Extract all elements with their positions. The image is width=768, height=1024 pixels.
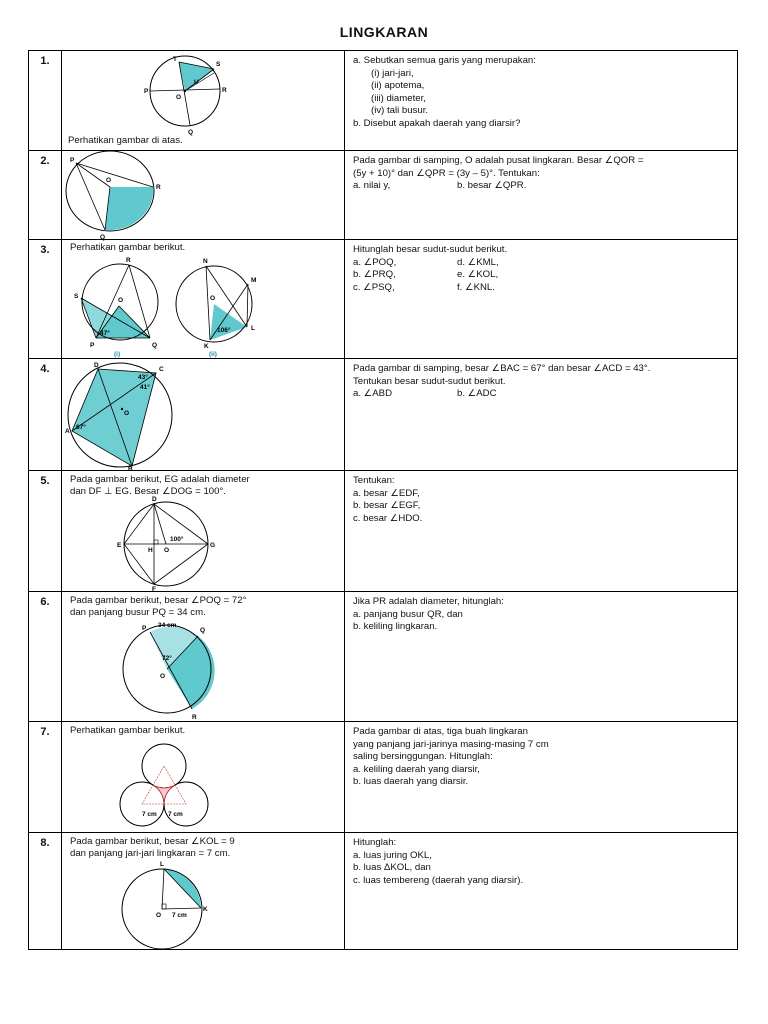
fig-label: 72° <box>162 655 172 662</box>
fig-label: G <box>210 542 216 549</box>
task-cell <box>345 240 738 359</box>
fig-label: (i) <box>114 351 121 358</box>
fig-label: D <box>152 496 157 503</box>
task-line: a. ∠POQ, <box>353 256 397 268</box>
task-line: a. ∠ABD <box>353 388 392 399</box>
fig-label: O <box>118 297 124 304</box>
fig-label: E <box>117 542 122 549</box>
task-line: Pada gambar di samping, besar ∠BAC = 67° dan besar ∠ACD = 43°. <box>353 363 651 374</box>
fig-label: O <box>124 410 130 417</box>
task-line: Pada gambar di samping, O adalah pusat lingkaran. Besar ∠QOR = <box>353 155 644 166</box>
fig-label: F <box>152 586 156 593</box>
row-number: 5. <box>29 471 62 592</box>
row-number: 8. <box>29 833 62 950</box>
circle-figure-2 <box>62 151 344 240</box>
fig-label: N <box>203 258 208 265</box>
task-line: Tentukan: <box>353 475 395 486</box>
fig-label: 41° <box>140 384 150 391</box>
task-line: b. besar ∠QPR. <box>457 180 527 191</box>
fig-label: O <box>210 295 216 302</box>
task-line: a. Sebutkan semua garis yang merupakan: <box>353 55 536 66</box>
fig-label: P <box>90 342 95 349</box>
fig-label: O <box>164 547 170 554</box>
exercise-row-1 <box>29 51 738 151</box>
figure-cell <box>62 151 345 240</box>
task-cell <box>345 592 738 722</box>
fig-label: M <box>251 277 257 284</box>
row-number: 1. <box>29 51 62 151</box>
circle-figure-6 <box>62 592 344 722</box>
circle-figure-5 <box>62 471 344 592</box>
exercise-table <box>28 50 738 950</box>
task-cell <box>345 51 738 151</box>
task-line: a. nilai y, <box>353 180 391 191</box>
fig-label: H <box>148 547 153 554</box>
task-line: Tentukan besar sudut-sudut berikut. <box>353 375 506 387</box>
task-line: saling bersinggungan. Hitunglah: <box>353 751 493 762</box>
figure-cell <box>62 471 345 592</box>
fig-label: 34 cm <box>158 622 177 629</box>
figure-cell <box>62 359 345 471</box>
task-line: b. Disebut apakah daerah yang diarsir? <box>353 117 521 129</box>
task-line: yang panjang jari-jarinya masing-masing 7 cm <box>353 738 549 750</box>
task-line: e. ∠KOL, <box>457 269 499 280</box>
figure-cell <box>62 51 345 151</box>
fig-label: O <box>176 94 182 101</box>
task-line: b. keliling lingkaran. <box>353 621 438 632</box>
figure-caption: Pada gambar berikut, besar ∠KOL = 9 <box>70 836 235 847</box>
fig-label: Q <box>188 129 194 136</box>
task-line: d. ∠KML, <box>457 256 499 268</box>
fig-label: 43° <box>138 374 148 381</box>
exercise-row-8 <box>29 833 738 950</box>
circle-figure-3 <box>62 240 344 359</box>
row-number: 4. <box>29 359 62 471</box>
task-line: b. ∠PRQ, <box>353 269 396 280</box>
fig-label: B <box>128 466 133 473</box>
exercise-row-7 <box>29 722 738 833</box>
figure-caption: Perhatikan gambar berikut. <box>70 725 186 736</box>
fig-label: T <box>173 56 177 63</box>
fig-label: K <box>204 343 209 350</box>
fig-label: S <box>216 61 221 68</box>
task-cell <box>345 471 738 592</box>
task-line: b. besar ∠EGF, <box>353 500 421 511</box>
task-line: Pada gambar di atas, tiga buah lingkaran <box>353 726 528 737</box>
task-line: (ii) apotema, <box>371 80 425 91</box>
fig-label: P <box>144 88 149 95</box>
task-line: (iii) diameter, <box>371 92 426 104</box>
fig-label: C <box>159 366 164 373</box>
row-number: 3. <box>29 240 62 359</box>
task-line: a. luas juring OKL, <box>353 849 432 861</box>
task-line: a. besar ∠EDF, <box>353 487 420 499</box>
task-line: b. luas daerah yang diarsir. <box>353 776 469 787</box>
task-line: (i) jari-jari, <box>371 67 414 79</box>
fig-label: 47° <box>100 330 110 337</box>
row-number: 6. <box>29 592 62 722</box>
task-line: (iv) tali busur. <box>371 105 429 116</box>
fig-label: Q <box>200 627 206 634</box>
figure-caption: Pada gambar berikut, EG adalah diameter <box>70 474 250 485</box>
fig-label: R <box>126 257 131 264</box>
task-line: c. besar ∠HDO. <box>353 512 423 524</box>
fig-label: 7 cm <box>168 811 183 818</box>
fig-label: U <box>194 79 199 86</box>
fig-label: 100° <box>170 536 184 543</box>
task-line: b. ∠ADC <box>457 388 497 399</box>
fig-label: D <box>94 362 99 369</box>
task-line: a. keliling daerah yang diarsir, <box>353 763 480 775</box>
circle-figure-7 <box>62 722 344 833</box>
exercise-row-6 <box>29 592 738 722</box>
exercise-row-3 <box>29 240 738 359</box>
task-cell <box>345 359 738 471</box>
fig-label: O <box>106 177 112 184</box>
figure-cell <box>62 592 345 722</box>
figure-cell <box>62 833 345 950</box>
task-line: Jika PR adalah diameter, hitunglah: <box>353 596 504 607</box>
fig-label: L <box>251 325 255 332</box>
task-line: f. ∠KNL. <box>457 281 495 293</box>
figure-caption: Pada gambar berikut, besar ∠POQ = 72° <box>70 595 247 606</box>
fig-label: Q <box>152 342 158 349</box>
fig-label: S <box>74 293 79 300</box>
fig-label: 106° <box>217 327 231 334</box>
fig-label: P <box>142 625 147 632</box>
fig-label: 7 cm <box>172 912 187 919</box>
task-line: b. luas ΔKOL, dan <box>353 862 431 873</box>
fig-label: 7 cm <box>142 811 157 818</box>
row-number: 7. <box>29 722 62 833</box>
row-number: 2. <box>29 151 62 240</box>
fig-label: K <box>203 906 208 913</box>
task-cell <box>345 722 738 833</box>
task-cell <box>345 833 738 950</box>
task-line: Hitunglah besar sudut-sudut berikut. <box>353 244 508 255</box>
task-line: a. panjang busur QR, dan <box>353 608 463 620</box>
task-line: c. ∠PSQ, <box>353 281 395 293</box>
fig-label: O <box>156 912 162 919</box>
figure-cell <box>62 722 345 833</box>
circle-figure-4 <box>62 359 344 471</box>
task-line: (5y + 10)° dan ∠QPR = (3y – 5)°. Tentukan: <box>353 167 540 179</box>
circle-figure-8 <box>62 833 344 950</box>
fig-label: R <box>192 714 197 721</box>
fig-label: R <box>156 184 161 191</box>
task-cell <box>345 151 738 240</box>
figure-caption: dan panjang busur PQ = 34 cm. <box>70 607 206 618</box>
fig-label: R <box>222 87 227 94</box>
fig-label: P <box>70 157 75 164</box>
figure-caption: Perhatikan gambar di atas. <box>68 135 183 146</box>
exercise-row-2 <box>29 151 738 240</box>
figure-cell <box>62 240 345 359</box>
fig-label: (ii) <box>209 351 217 358</box>
fig-label: 67° <box>76 424 86 431</box>
figure-caption: dan panjang jari-jari lingkaran = 7 cm. <box>70 848 231 859</box>
figure-caption: Perhatikan gambar berikut. <box>70 242 186 253</box>
worksheet-title: LINGKARAN <box>339 24 429 40</box>
fig-label: L <box>160 861 164 868</box>
fig-label: O <box>160 673 166 680</box>
task-line: c. luas tembereng (daerah yang diarsir). <box>353 874 524 886</box>
task-line: Hitunglah: <box>353 837 397 848</box>
fig-label: Q <box>100 234 106 241</box>
fig-label: A <box>65 428 70 435</box>
figure-caption: dan DF ⊥ EG. Besar ∠DOG = 100°. <box>70 486 226 497</box>
exercise-row-4 <box>29 359 738 471</box>
exercise-row-5 <box>29 471 738 592</box>
